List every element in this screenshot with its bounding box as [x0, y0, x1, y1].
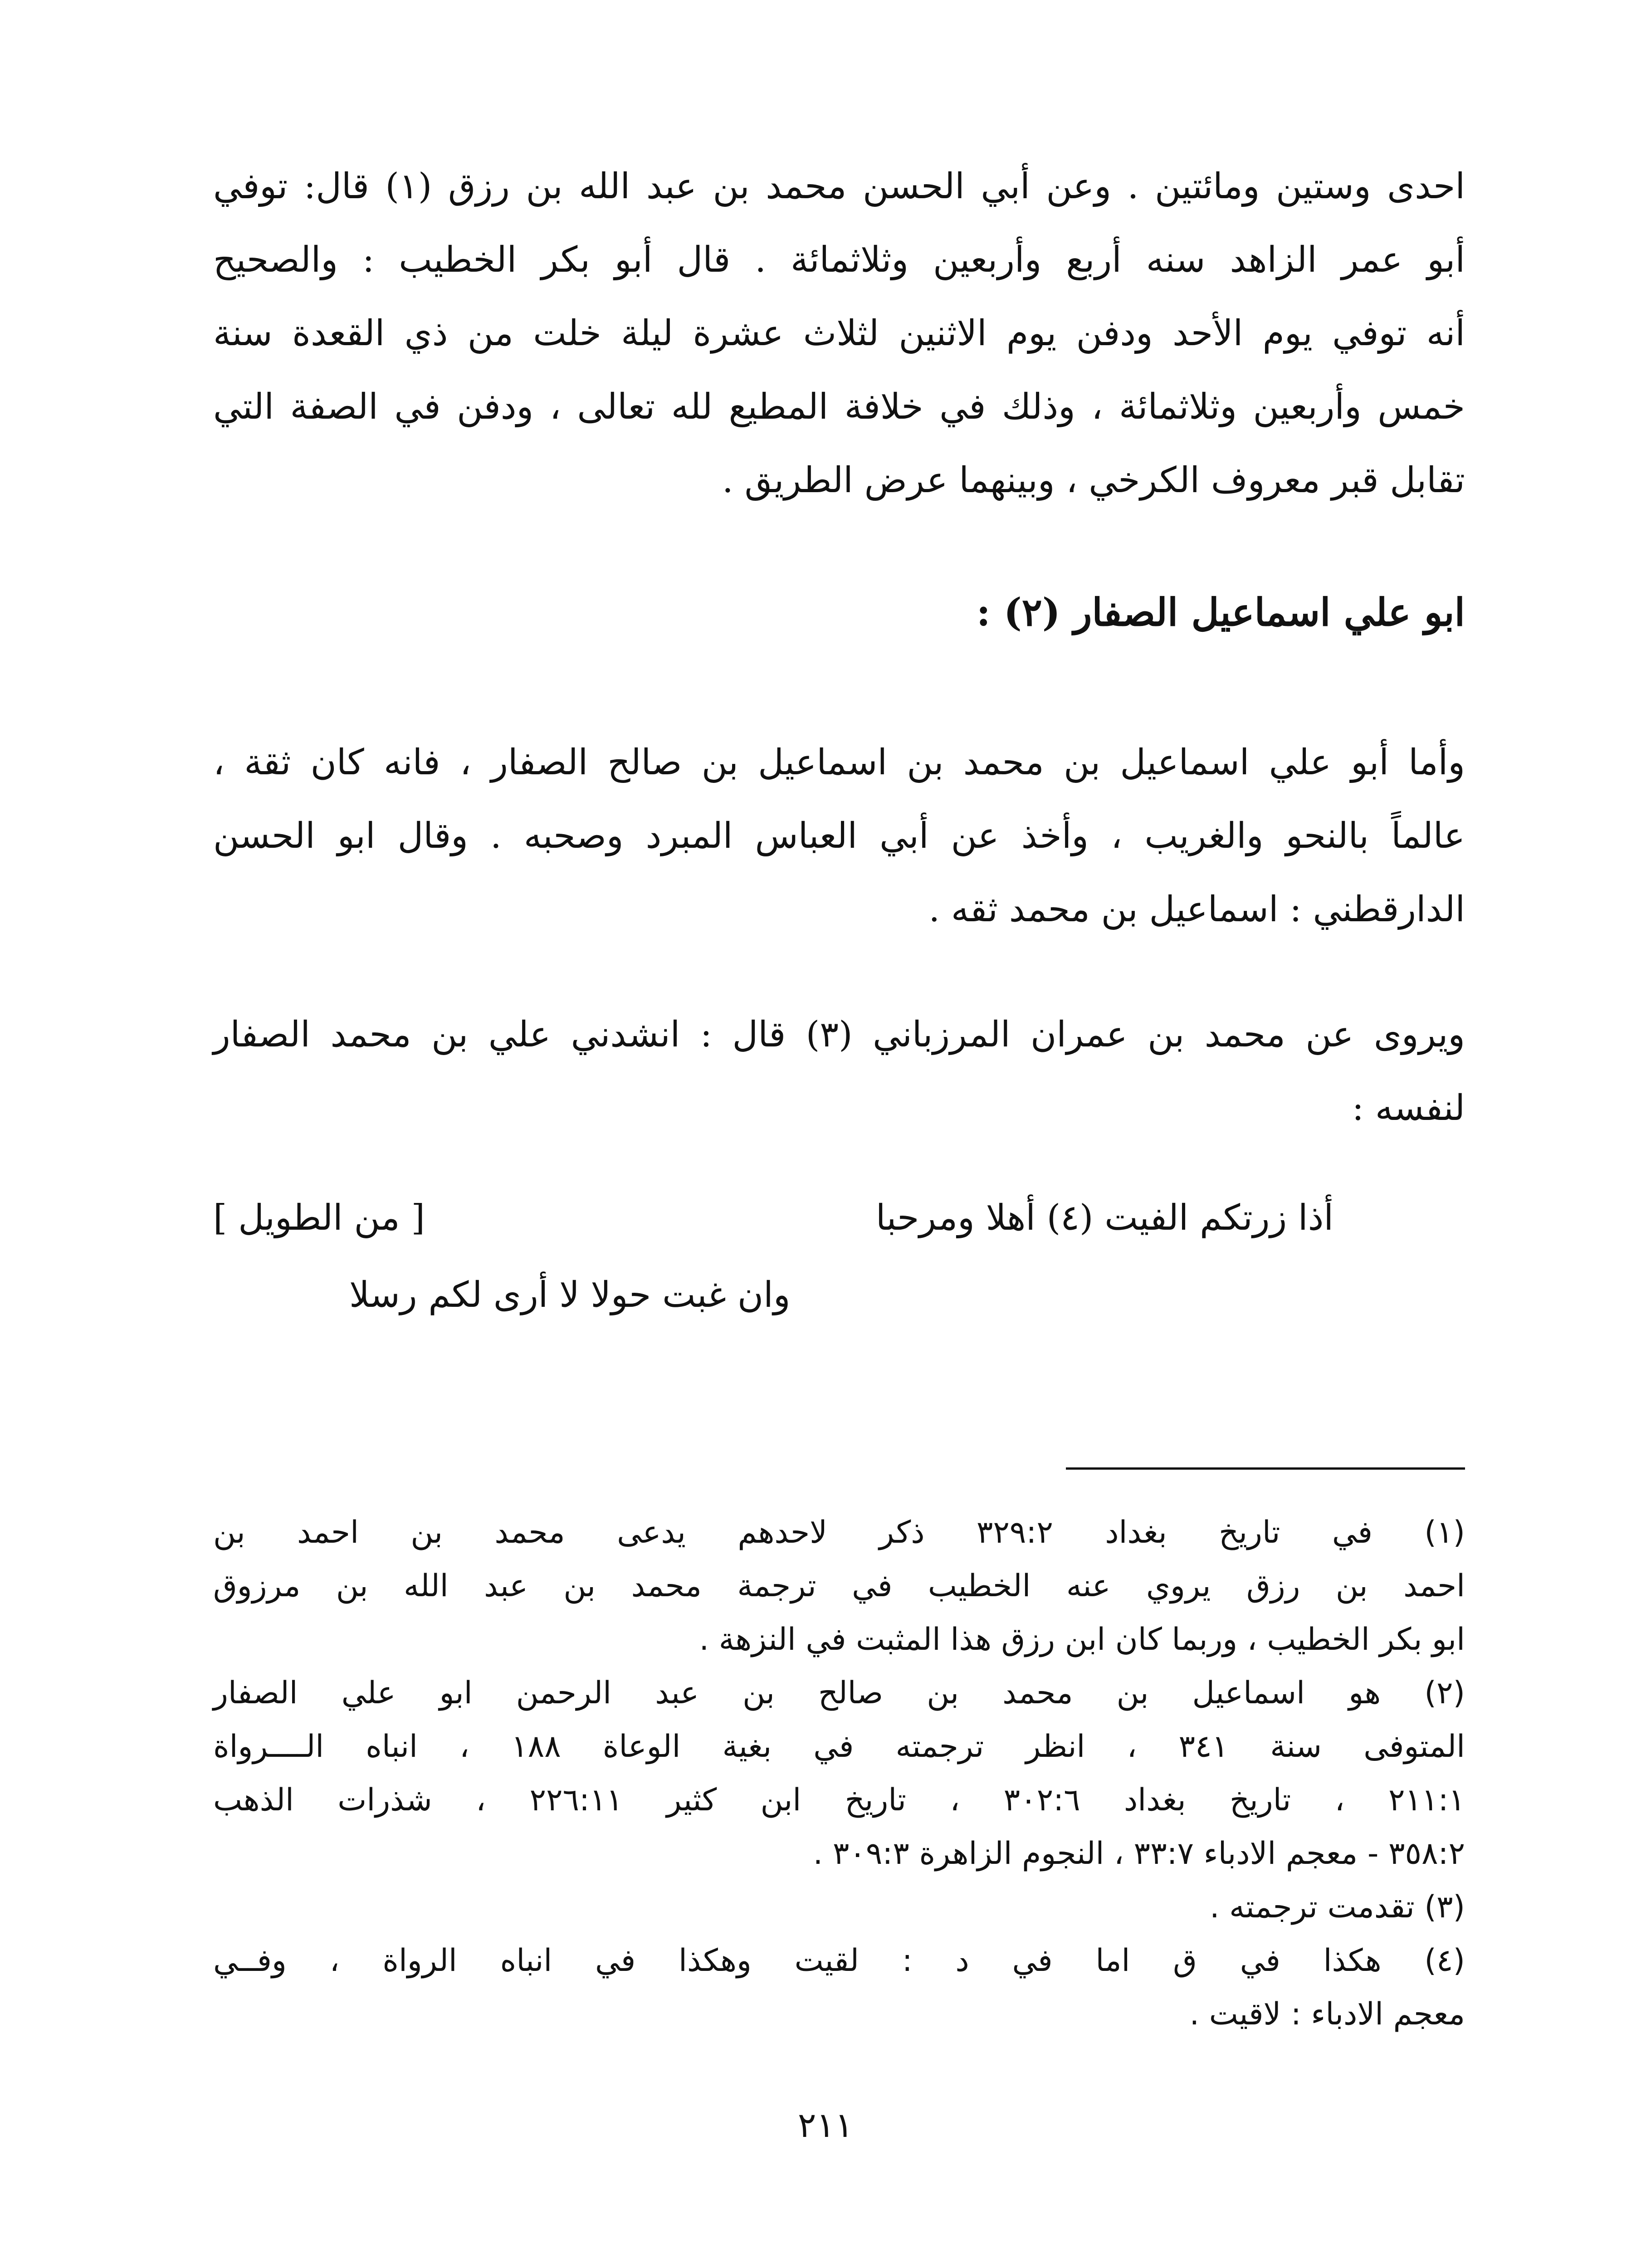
footnote-line: (٤) هكذا في ق اما في د : لقيت وهكذا في انباه الرواة ، وفــي [213, 1943, 1465, 1979]
footnote-line: احمد بن رزق يروي عنه الخطيب في ترجمة محمد بن عبد الله بن مرزوق [213, 1568, 1465, 1604]
footnote-divider [1066, 1467, 1465, 1470]
footnote-line: المتوفى سنة ٣٤١ ، انظر ترجمته في بغية الوعاة ١٨٨ ، انباه الــــرواة [213, 1729, 1465, 1765]
text-line: عالماً بالنحو والغريب ، وأخذ عن أبي العباس المبرد وصحبه . وقال ابو الحسن [213, 816, 1465, 856]
paragraph-biography [213, 726, 1465, 946]
text-line: ويروى عن محمد بن عمران المرزباني (٣) قال : انشدني علي بن محمد الصفار [213, 1014, 1465, 1055]
footnote-line: ٢١١:١ ، تاريخ بغداد ٣٠٢:٦ ، تاريخ ابن كثير ٢٢٦:١١ ، شذرات الذهب [213, 1782, 1465, 1818]
footnote-line: ابو بكر الخطيب ، وربما كان ابن رزق هذا المثبت في النزهة . [699, 1622, 1465, 1657]
paragraph-narration [213, 998, 1465, 1145]
text-line: الدارقطني : اسماعيل بن محمد ثقه . [928, 889, 1465, 930]
text-line: تقابل قبر معروف الكرخي ، وبينهما عرض الطريق . [722, 460, 1465, 501]
footnote-line: (٢) هو اسماعيل بن محمد بن صالح بن عبد الرحمن ابو علي الصفار [213, 1675, 1465, 1711]
text-line: أبو عمر الزاهد سنه أربع وأربعين وثلاثمائة . قال أبو بكر الخطيب : والصحيح [213, 240, 1465, 280]
footnote-line: (٣) تقدمت ترجمته . [1209, 1889, 1465, 1925]
page-number: ٢١١ [797, 2105, 854, 2145]
text-line: خمس وأربعين وثلاثمائة ، وذلك في خلافة المطيع لله تعالى ، ودفن في الصفة التي [213, 386, 1465, 427]
footnote-line: ٣٥٨:٢ - معجم الادباء ٣٣:٧ ، النجوم الزاهرة ٣٠٩:٣ . [813, 1836, 1465, 1872]
section-heading: ابو علي اسماعيل الصفار (٢) : [976, 590, 1465, 635]
paragraph-death-of-abu-umar [213, 150, 1465, 517]
text-line: وأما أبو علي اسماعيل بن محمد بن اسماعيل بن صالح الصفار ، فانه كان ثقة ، [213, 742, 1465, 783]
footnote-line: معجم الادباء : لاقيت . [1189, 1996, 1465, 2032]
verse-meter-label: [ من الطويل ] [213, 1198, 425, 1238]
text-line: احدى وستين ومائتين . وعن أبي الحسن محمد بن عبد الله بن رزق (١) قال: توفي [213, 166, 1465, 207]
footnotes [213, 1506, 1465, 2041]
verse-hemistich-1: أذا زرتكم الفيت (٤) أهلا ومرحبا [875, 1198, 1334, 1238]
text-line: أنه توفي يوم الأحد ودفن يوم الاثنين لثلاث عشرة ليلة خلت من ذي القعدة سنة [213, 313, 1465, 354]
footnote-line: (١) في تاريخ بغداد ٣٢٩:٢ ذكر لاحدهم يدعى محمد بن احمد بن [213, 1515, 1465, 1550]
verse-hemistich-2: وان غبت حولا لا أرى لكم رسلا [349, 1275, 791, 1315]
text-line: لنفسه : [1352, 1088, 1465, 1129]
